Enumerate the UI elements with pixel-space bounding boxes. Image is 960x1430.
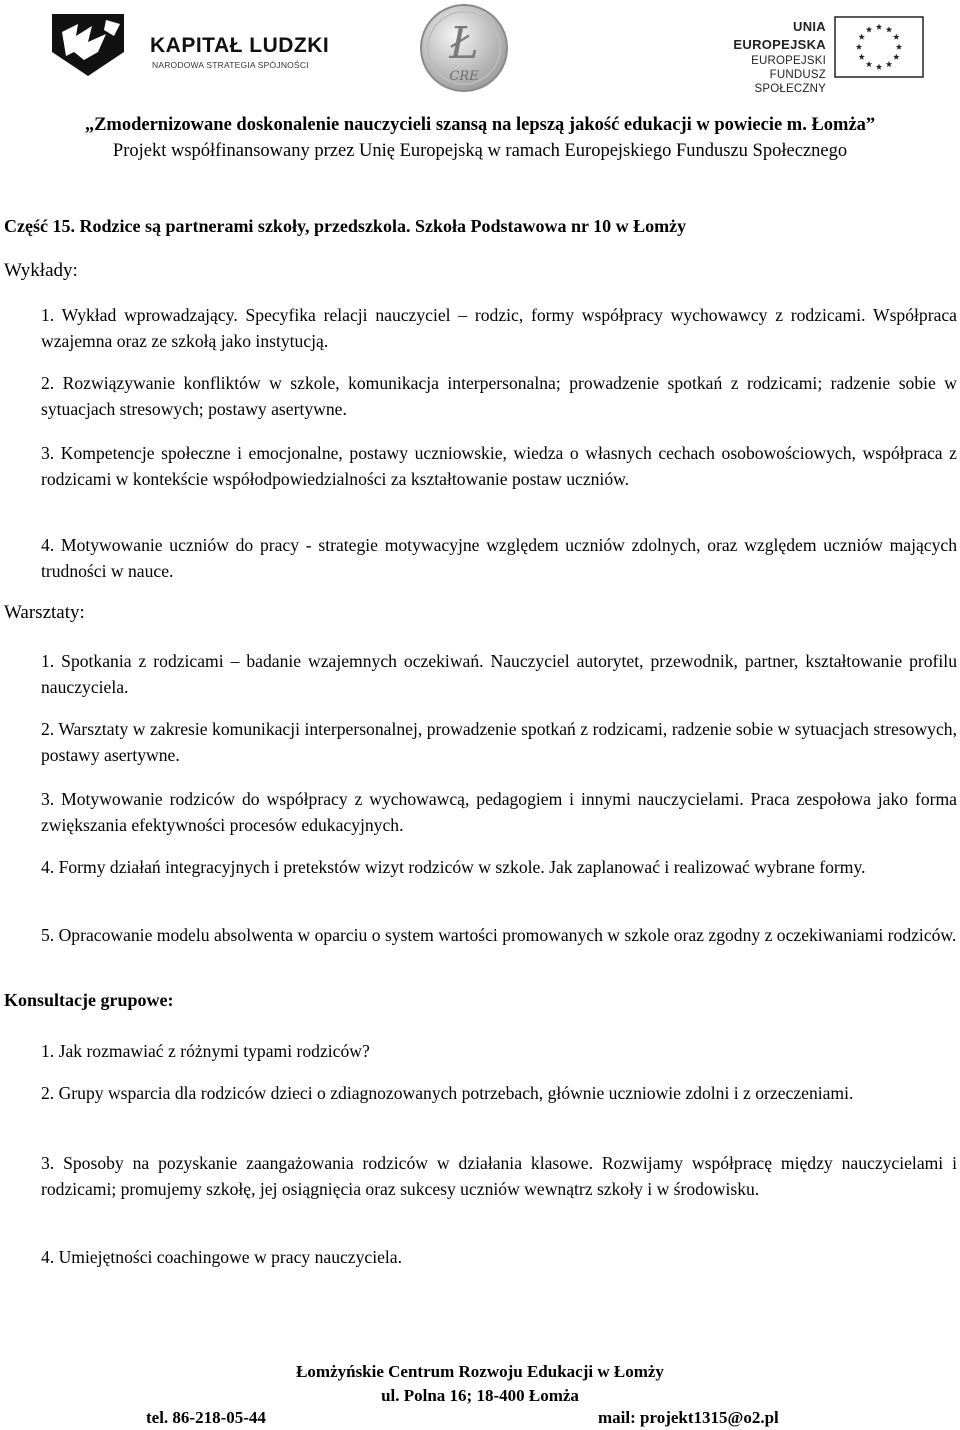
workshops-heading: Warsztaty: [4, 602, 85, 623]
workshop-item-1: 1. Spotkania z rodzicami – badanie wzajemnych oczekiwań. Nauczyciel autorytet, przewodnik, partner, kształtowanie profilu nauczyciela. [41, 651, 957, 697]
consultation-item-4: 4. Umiejętności coachingowe w pracy nauczyciela. [41, 1247, 403, 1267]
logo-right-line3: FUNDUSZ SPOŁECZNY [754, 69, 826, 95]
logo-right-line2: EUROPEJSKI [751, 55, 826, 67]
section-title: Część 15. Rodzice są partnerami szkoły, przedszkola. Szkoła Podstawowa nr 10 w Łomży [4, 216, 687, 236]
lectures-heading: Wykłady: [4, 260, 78, 281]
lcre-text: CRE [449, 69, 479, 84]
consultation-item-1: 1. Jak rozmawiać z różnymi typami rodziców? [41, 1041, 370, 1061]
logo-left-subtitle: NARODOWA STRATEGIA SPÓJNOŚCI [152, 60, 309, 70]
consultation-item-3: 3. Sposoby na pozyskanie zaangażowania rodziców w działania klasowe. Rozwijamy współpracę między nauczycielami i rodzicami; promujemy szkołę, jej osiągnięcia oraz sukcesy uczniów wewnątrz szkoły i w środowisku. [41, 1153, 957, 1199]
project-subtitle: Projekt współfinansowany przez Unię Europejską w ramach Europejskiego Funduszu Społecznego [112, 141, 848, 161]
project-title: „Zmodernizowane doskonalenie nauczycieli szansą na lepszą jakość edukacji w powiecie m. Łomża” [84, 115, 876, 135]
consultation-item-2: 2. Grupy wsparcia dla rodziców dzieci o zdiagnozowanych potrzebach, głównie uczniowie zdolni i z orzeczeniami. [41, 1083, 854, 1103]
workshop-item-3: 3. Motywowanie rodziców do współpracy z wychowawcą, pedagogiem i innymi nauczycielami. Praca zespołowa jako forma zwiększania efektywności procesów edukacyjnych. [41, 789, 957, 835]
consultations-heading: Konsultacje grupowe: [4, 990, 174, 1010]
kapital-ludzki-emblem-icon [48, 12, 128, 78]
footer-address: ul. Polna 16; 18-400 Łomża [381, 1386, 579, 1405]
lecture-item-3: 3. Kompetencje społeczne i emocjonalne, postawy uczniowskie, wiedza o własnych cechach osobowościowych, współpraca z rodzicami w kontekście współodpowiedzialności za kształtowanie postaw uczniów. [41, 443, 957, 489]
logo-right-line1: UNIA EUROPEJSKA [733, 19, 826, 52]
lcre-script-letter: Ł [449, 18, 479, 69]
workshop-item-2: 2. Warsztaty w zakresie komunikacji interpersonalnej, prowadzenie spotkań z rodzicami, radzenie sobie w sytuacjach stresowych, postawy asertywne. [41, 719, 957, 765]
logo-left-title: KAPITAŁ LUDZKI [150, 34, 330, 57]
eu-logo [700, 16, 930, 95]
footer-email: mail: projekt1315@o2.pl [598, 1408, 779, 1427]
kapital-ludzki-logo [40, 8, 330, 86]
footer-org: Łomżyńskie Centrum Rozwoju Edukacji w Łomży [296, 1362, 664, 1381]
workshop-item-4: 4. Formy działań integracyjnych i pretekstów wizyt rodziców w szkole. Jak zaplanować i realizować wybrane formy. [41, 857, 866, 877]
lecture-item-4: 4. Motywowanie uczniów do pracy - strategie motywacyjne względem uczniów zdolnych, oraz względem uczniów mających trudności w nauce. [41, 535, 957, 581]
eu-flag-icon [834, 16, 924, 78]
lecture-item-1: 1. Wykład wprowadzający. Specyfika relacji nauczyciel – rodzic, formy współpracy wychowawcy z rodzicami. Współpraca wzajemna oraz ze szkołą jako instytucją. [41, 305, 957, 351]
lecture-item-2: 2. Rozwiązywanie konfliktów w szkole, komunikacja interpersonalna; prowadzenie spotkań z rodzicami; radzenie sobie w sytuacjach stresowych; postawy asertywne. [41, 373, 957, 419]
workshop-item-5: 5. Opracowanie modelu absolwenta w oparciu o system wartości promowanych w szkole oraz zgodny z oczekiwaniami rodziców. [41, 925, 957, 945]
footer-phone: tel. 86-218-05-44 [146, 1408, 266, 1427]
lcre-logo [418, 2, 510, 94]
